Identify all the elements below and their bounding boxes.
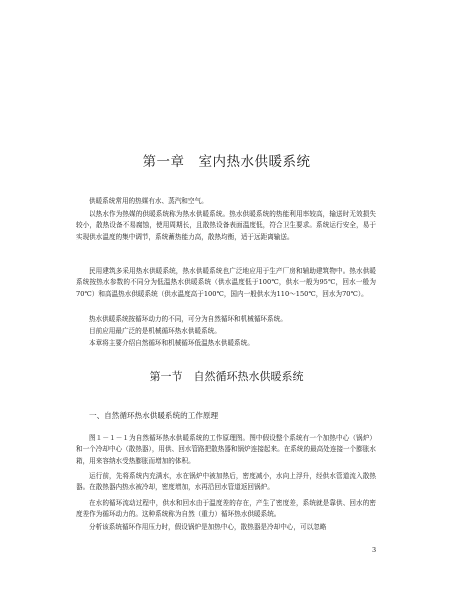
subsection-title: 一、自然循环热水供暖系统的工作原理 (89, 411, 219, 420)
body-paragraph-1: 图１－１－１为自然循环热水供暖系统的工作原理图。图中假设整个系统有一个加热中心（锅炉）和一个冷却中心（散热器），用供、回水管路把散热器和锅炉连接起来。在系统的最高处连接一个膨胀水箱，用来容纳水受热膨胀而增加的体积。 (76, 434, 377, 465)
intro-paragraph-3: 民用建筑多采用热水供暖系统，热水供暖系统也广泛地应用于生产厂房和辅助建筑物中。热水供暖系统按热水参数的不同分为低温热水供暖系统（供水温度低于100℃，供水一般为95℃，回水一般为70℃）和高温热水供暖系统（供水温度高于100℃，国内一般供水为110～150℃，回水为70℃）。 (76, 267, 376, 298)
intro-paragraph-1: 供暖系统常用的热媒有水、蒸汽和空气。 (89, 197, 208, 205)
body-paragraph-4: 分析该系统循环作用压力时，假设锅炉是加热中心，散热器是冷却中心，可以忽略 (89, 523, 327, 531)
section-title: 第一节 自然循环热水供暖系统 (149, 370, 304, 383)
intro-paragraph-4: 热水供暖系统按循环动力的不同，可分为自然循环和机械循环系统。 (89, 315, 287, 323)
intro-paragraph-2: 以热水作为热媒的供暖系统称为热水供暖系统。热水供暖系统的热能利用率较高，输送时无效损失较小，散热设备不易腐蚀，使用周期长，且散热设备表面温度低，符合卫生要求。系统运行安全，易于实现供水温度的集中调节，系统蓄热能力高，散热均衡，适于远距离输送。 (76, 210, 376, 241)
body-paragraph-3: 在水的循环流动过程中，供水和回水由于温度差的存在，产生了密度差，系统就是靠供、回水的密度差作为循环动力的。这种系统称为自然（重力）循环热水供暖系统。 (76, 499, 376, 519)
body-paragraph-2: 运行前，先将系统内充满水，水在锅炉中被加热后，密度减小，水向上浮升，经供水管道流入散热器。在散热器内热水被冷却，密度增加，水再沿回水管道返回锅炉。 (76, 472, 376, 492)
intro-paragraph-6: 本章将主要介绍自然循环和机械循环低温热水供暖系统。 (89, 339, 254, 347)
intro-paragraph-5: 目前应用最广泛的是机械循环热水供暖系统。 (89, 327, 221, 335)
page-number: 3 (372, 546, 377, 554)
chapter-title: 第一章 室内热水供暖系统 (142, 154, 311, 170)
